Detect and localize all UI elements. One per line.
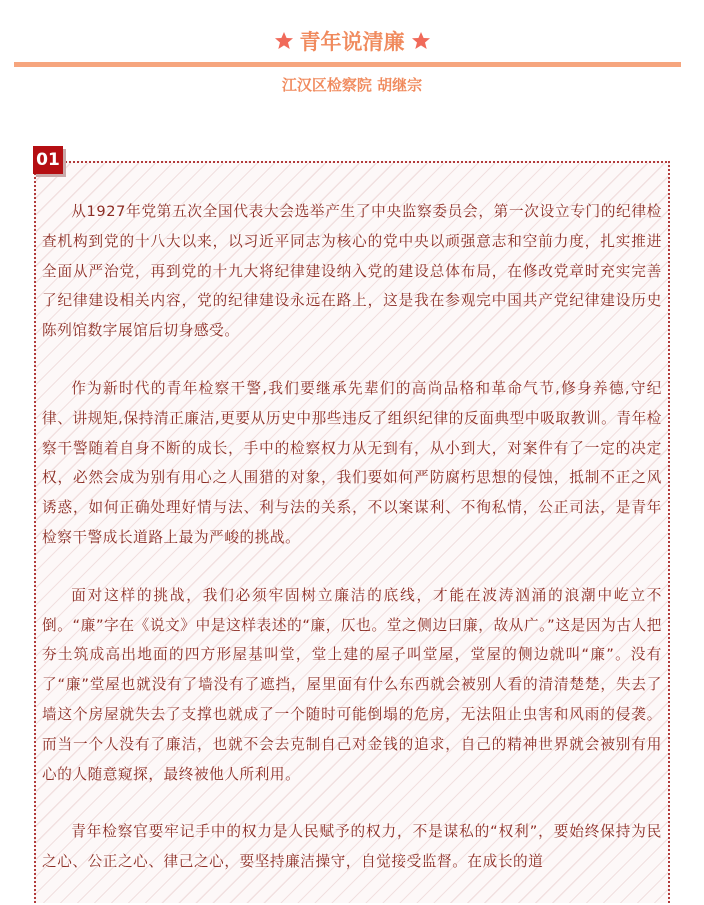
body-paragraph: 面对这样的挑战，我们必须牢固树立廉洁的底线，才能在波涛汹涌的浪潮中屹立不倒。“廉”字在《说文》中是这样表述的“廉，仄也。堂之侧边曰廉，故从广。”这是因为古人把夯土筑成高出地面的四方形屋基叫堂，堂上建的屋子叫堂屋，堂屋的侧边就叫“廉”。没有了“廉”堂屋也就没有了墙没有了遮挡，屋里面有什么东西就会被别人看的清清楚楚，失去了墙这个房屋就失去了支撑也就成了一个随时可能倒塌的危房，无法阻止虫害和风雨的侵袭。而当一个人没有了廉洁，也就不会去克制自己对金钱的追求，自己的精神世界就会被别有用心的人随意窥探，最终被他人所利用。 <box>42 586 662 783</box>
body-paragraph: 作为新时代的青年检察干警,我们要继承先辈们的高尚品格和革命气节,修身养德,守纪律、讲规矩,保持清正廉洁,更要从历史中那些违反了组织纪律的反面典型中吸取教训。青年检察干警随着自身不断的成长，手中的检察权力从无到有，从小到大，对案件有了一定的决定权，必然会成为别有用心之人围猎的对象，我们要如何严防腐朽思想的侵蚀，抵制不正之风诱惑，如何正确处理好情与法、利与法的关系，不以案谋利、不徇私情，公正司法，是青年检察干警成长道路上最为严峻的挑战。 <box>42 379 662 546</box>
article-header <box>0 0 704 100</box>
author-byline: 江汉区检察院 胡继宗 <box>281 76 423 94</box>
article-body <box>42 197 662 905</box>
title-divider <box>14 62 681 67</box>
star-icon <box>274 31 294 51</box>
title-row <box>0 26 704 58</box>
star-icon <box>411 31 431 51</box>
body-paragraph: 从1927年党第五次全国代表大会选举产生了中央监察委员会，第一次设立专门的纪律检查机构到党的十八大以来，以习近平同志为核心的党中央以顽强意志和空前力度，扎实推进全面从严治党，再到党的十九大将纪律建设纳入党的建设总体布局，在修改党章时充实完善了纪律建设相关内容，党的纪律建设永远在路上，这是我在参观完中国共产党纪律建设历史陈列馆数字展馆后切身感受。 <box>42 203 662 340</box>
body-paragraph: 青年检察官要牢记手中的权力是人民赋予的权力，不是谋私的“权利”，要始终保持为民之心、公正之心、律己之心，要坚持廉洁操守，自觉接受监督。在成长的道 <box>42 823 662 871</box>
page-title: 青年说清廉 <box>299 30 405 54</box>
section-number-badge: 01 <box>33 146 63 174</box>
